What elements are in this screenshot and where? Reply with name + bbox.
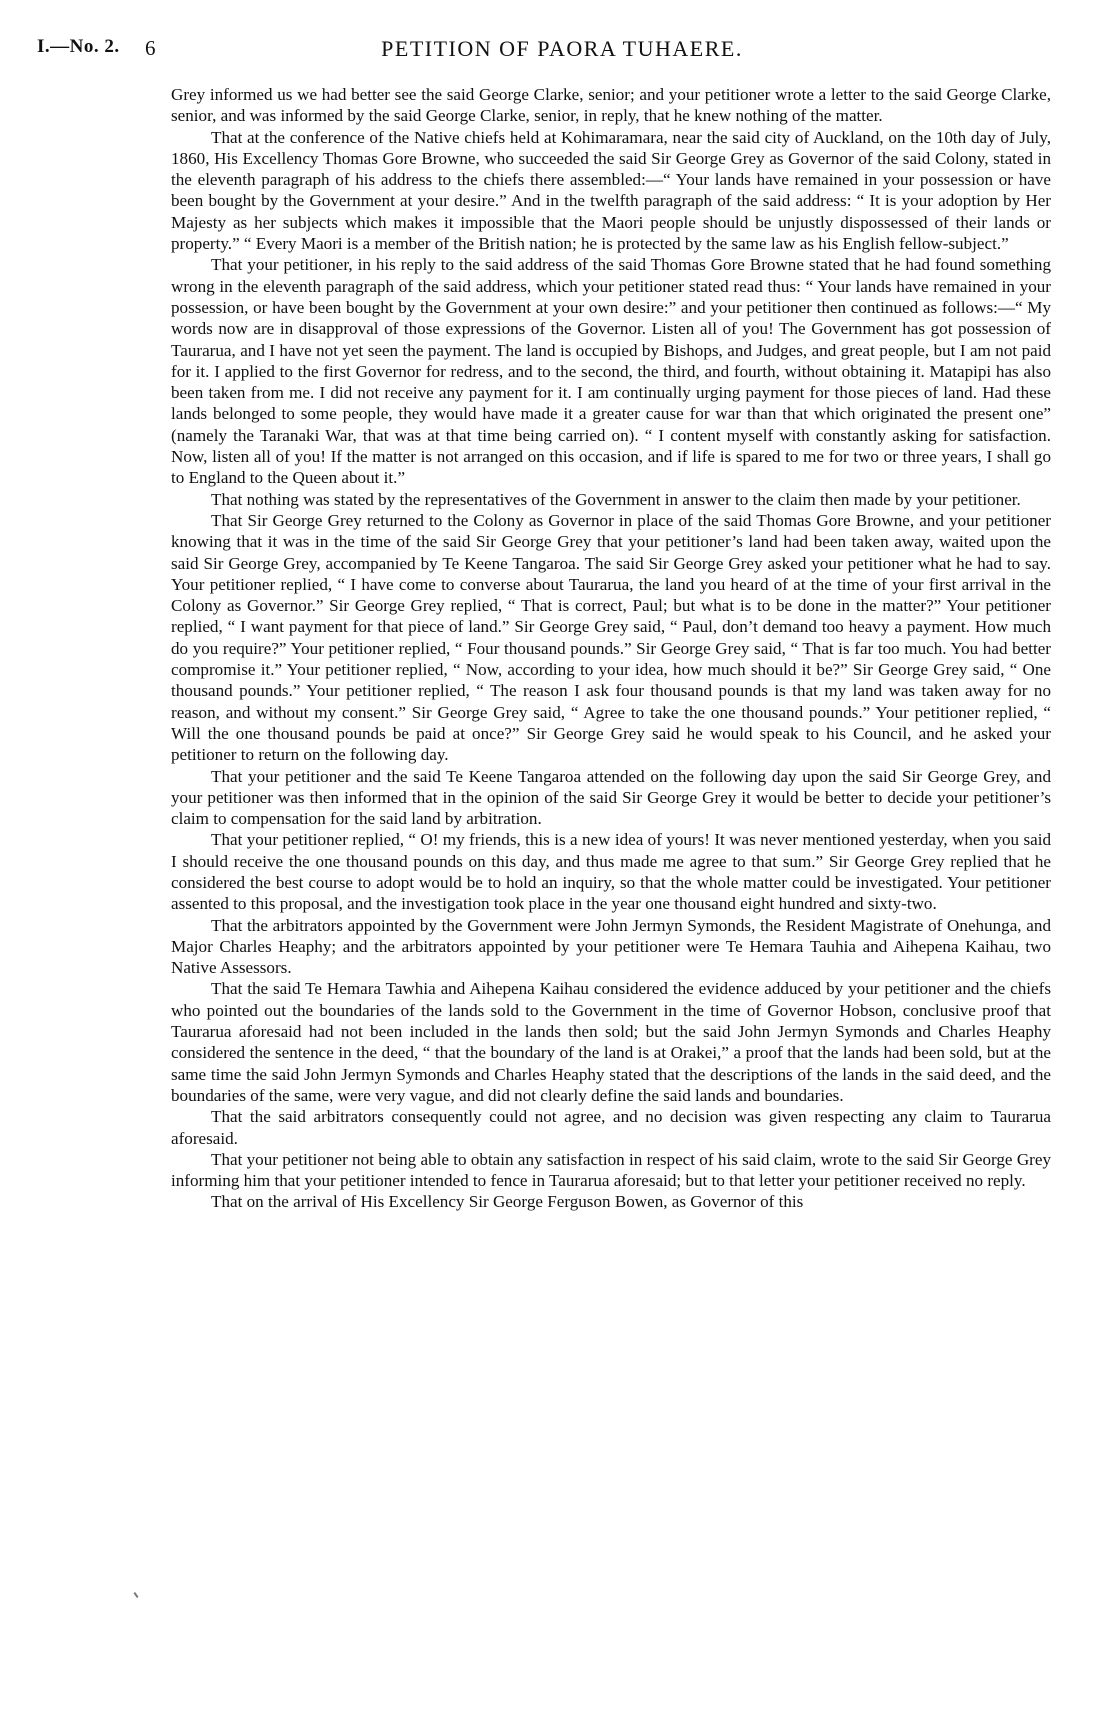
paragraph: That the said arbitrators consequently could not agree, and no decision was given respecting any claim to Taurarua aforesaid. <box>171 1107 1051 1148</box>
paragraph: That your petitioner, in his reply to the said address of the said Thomas Gore Browne stated that he had found something wrong in the eleventh paragraph of the said address, which your petitioner stated read thus: “ Your lands have remained in your possession, or have been bought by the Government at your own desire:” and your petitioner then continued as follows:—“ My words now are in disapproval of those expressions of the Governor. Listen all of you! The Government has got possession of Taurarua, and I have not yet seen the payment. The land is occupied by Bishops, and Judges, and great people, but I am not paid for it. I applied to the first Governor for redress, and to the second, the third, and fourth, without obtaining it. Matapipi has also been taken from me. I did not receive any payment for it. I am continually urging payment for those pieces of land. Had these lands belonged to some people, they would have made it a greater cause for war than that which originated the present one” (namely the Taranaki War, that was at that time being carried on). “ I content myself with constantly asking for satisfaction. Now, listen all of you! If the matter is not arranged on this occasion, and if life is spared to me for two or three years, I shall go to England to the Queen about it.” <box>171 255 1051 488</box>
page-title: PETITION OF PAORA TUHAERE. <box>381 36 743 61</box>
paragraph: That on the arrival of His Excellency Sir George Ferguson Bowen, as Governor of this <box>211 1192 804 1212</box>
paragraph: That your petitioner not being able to obtain any satisfaction in respect of his said claim, wrote to the said Sir George Grey informing him that your petitioner intended to fence in Taurarua aforesaid; but to that letter your petitioner received no reply. <box>171 1149 1051 1191</box>
paragraph: Grey informed us we had better see the said George Clarke, senior; and your petitioner wrote a letter to the said George Clarke, senior, and was informed by the said George Clarke, senior, in reply, that he knew nothing of the matter. <box>171 85 1051 126</box>
paragraph: That your petitioner replied, “ O! my friends, this is a new idea of yours! It was never mentioned yesterday, when you said I should receive the one thousand pounds on this day, and thus made me agree to that sum.” Sir George Grey replied that he considered the best course to adopt would be to hold an inquiry, so that the whole matter could be investigated. Your petitioner assented to this proposal, and the investigation took place in the year one thousand eight hundred and sixty-two. <box>171 830 1051 914</box>
paragraph: That your petitioner and the said Te Keene Tangaroa attended on the following day upon the said Sir George Grey, and your petitioner was then informed that in the opinion of the said Sir George Grey it would be better to decide your petitioner’s claim to compensation for the said land by arbitration. <box>171 766 1051 829</box>
paragraph: That at the conference of the Native chiefs held at Kohimaramara, near the said city of Auckland, on the 10th day of July, 1860, His Excellency Thomas Gore Browne, who succeeded the said Sir George Grey as Governor of the said Colony, stated in the eleventh paragraph of his address to the chiefs there assembled:—“ Your lands have remained in your possession or have been bought by the Government at your desire.” And in the twelfth paragraph of the said address: “ It is your adoption by Her Majesty as her subjects which makes it impossible that the Maori people should be unjustly dispossessed of their lands or property.” “ Every Maori is a member of the British nation; he is protected by the same law as his English fellow-subject.” <box>171 127 1051 254</box>
paragraph: That the arbitrators appointed by the Government were John Jermyn Symonds, the Resident Magistrate of Onehunga, and Major Charles Heaphy; and the arbitrators appointed by your petitioner were Te Hemara Tauhia and Aihepena Kaihau, two Native Assessors. <box>171 915 1051 978</box>
petition-body <box>171 84 1051 1213</box>
running-header <box>37 36 1067 64</box>
document-reference: I.—No. 2. <box>37 36 120 57</box>
page-number: 6 <box>145 36 156 60</box>
paragraph: That the said Te Hemara Tawhia and Aihepena Kaihau considered the evidence adduced by your petitioner and the chiefs who pointed out the boundaries of the lands sold to the Government in the time of Governor Hobson, conclusive proof that Taurarua aforesaid had not been included in the lands then sold; but the said John Jermyn Symonds and Charles Heaphy considered the sentence in the deed, “ that the boundary of the land is at Orakei,” a proof that the lands had been sold, but at the same time the said John Jermyn Symonds and Charles Heaphy stated that the descriptions of the lands in the said deed, and the boundaries of the same, were very vague, and did not clearly define the said lands and boundaries. <box>171 979 1051 1105</box>
paragraph: That nothing was stated by the representatives of the Government in answer to the claim then made by your petitioner. <box>211 489 1021 509</box>
scan-mark <box>133 1592 138 1598</box>
paragraph: That Sir George Grey returned to the Colony as Governor in place of the said Thomas Gore Browne, and your petitioner knowing that it was in the time of the said Sir George Grey that your petitioner’s land had been taken away, waited upon the said Sir George Grey, accompanied by Te Keene Tangaroa. The said Sir George Grey asked your petitioner what he had to say. Your petitioner replied, “ I have come to converse about Taurarua, the land you heard of at the time of your first arrival in the Colony as Governor.” Sir George Grey replied, “ That is correct, Paul; but what is to be done in the matter?” Your petitioner replied, “ I want payment for that piece of land.” Sir George Grey said, “ Paul, don’t demand too heavy a payment. How much do you require?” Your petitioner replied, “ Four thousand pounds.” Sir George Grey said, “ That is far too much. You had better compromise it.” Your petitioner replied, “ Now, according to your idea, how much should it be?” Sir George Grey said, “ One thousand pounds.” Your petitioner replied, “ The reason I ask four thousand pounds is that my land was taken away for no reason, and without my consent.” Sir George Grey said, “ Agree to take the one thousand pounds.” Your petitioner replied, “ Will the one thousand pounds be paid at once?” Sir George Grey said he would speak to his Council, and he asked your petitioner to return on the following day. <box>171 510 1051 765</box>
